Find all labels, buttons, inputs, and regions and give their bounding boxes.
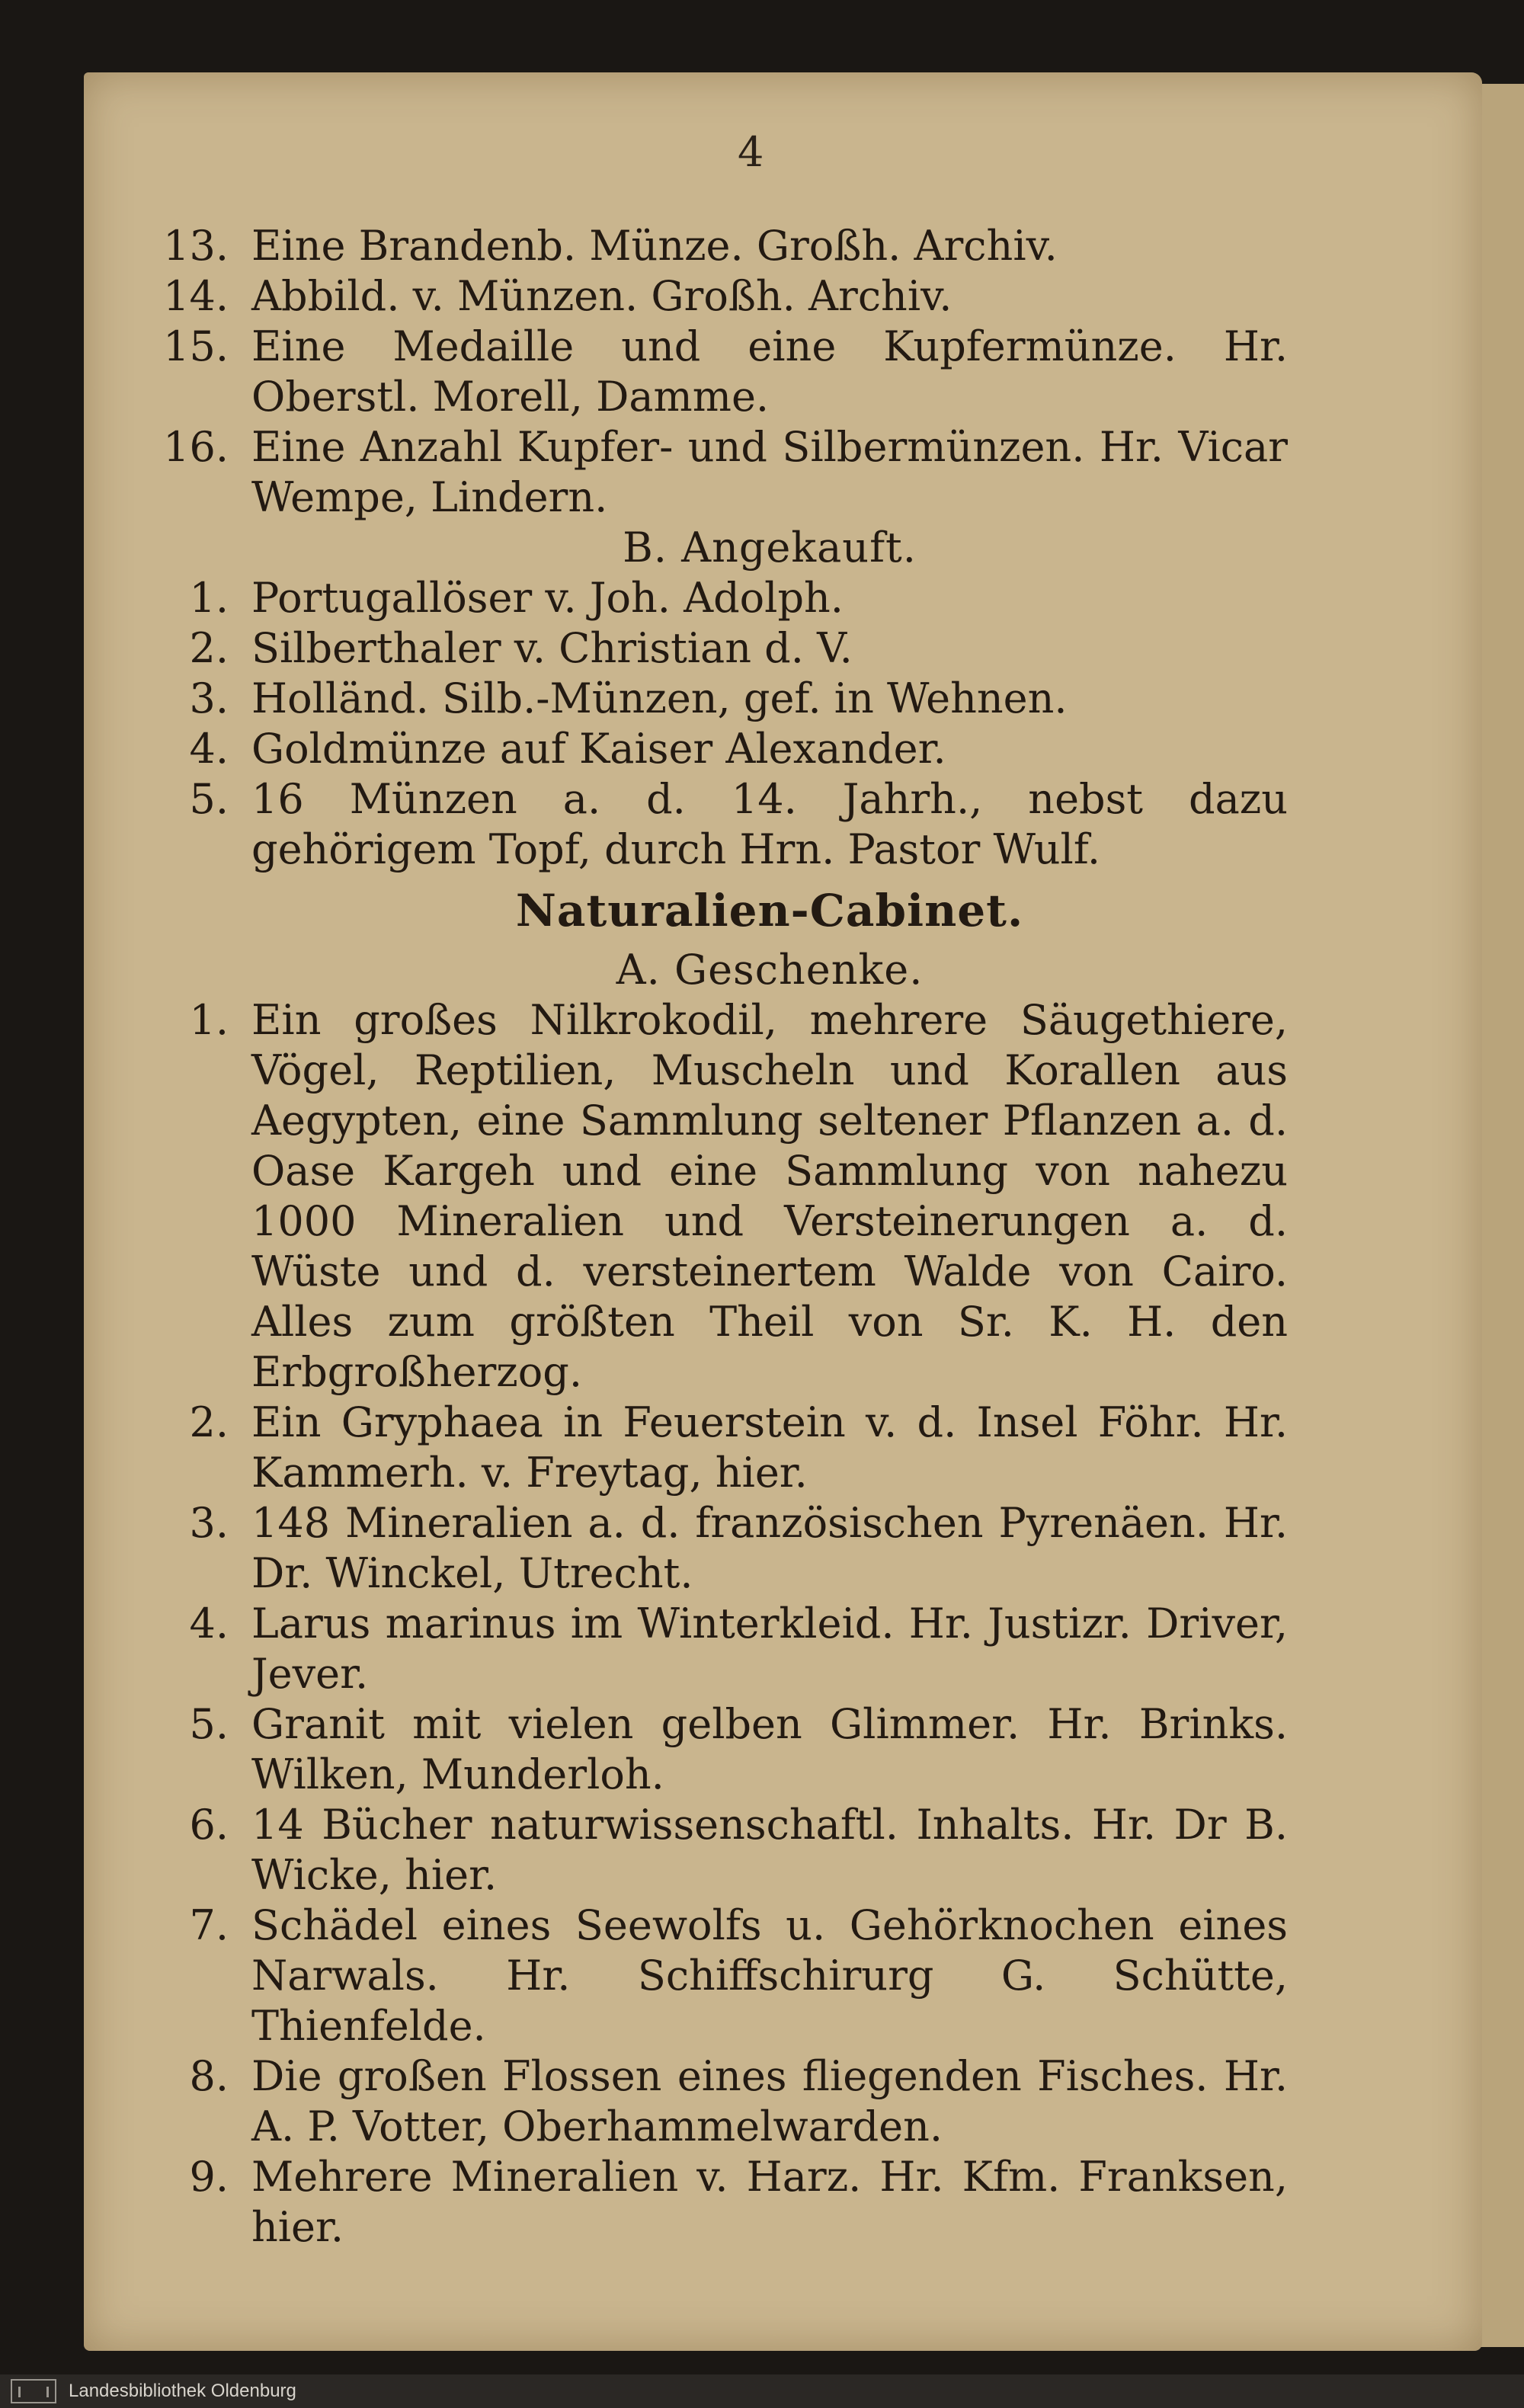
item-number: 16. xyxy=(163,423,229,471)
item-number: 13. xyxy=(163,222,229,270)
item-text: Ein Gryphaea in Feuerstein v. d. Insel Föhr. Hr. Kammerh. v. Freytag, hier. xyxy=(251,1398,1288,1497)
list-item xyxy=(163,422,1288,523)
item-number: 1. xyxy=(189,996,229,1044)
page-content xyxy=(163,221,1288,2253)
item-number: 8. xyxy=(189,2052,229,2100)
item-text: Goldmünze auf Kaiser Alexander. xyxy=(251,725,946,773)
list-item xyxy=(189,2152,1288,2253)
item-number: 7. xyxy=(189,1901,229,1949)
item-text: Holländ. Silb.-Münzen, gef. in Wehnen. xyxy=(251,674,1068,722)
list-item xyxy=(189,623,1288,674)
item-text: 14 Bücher naturwissenschaftl. Inhalts. Hr. Dr B. Wicke, hier. xyxy=(251,1801,1288,1899)
naturalien-title: Naturalien-Cabinet. xyxy=(515,885,1024,937)
item-text: Granit mit vielen gelben Glimmer. Hr. Brinks. Wilken, Munderloh. xyxy=(251,1700,1288,1798)
list-item xyxy=(163,322,1288,422)
item-text: Larus marinus im Winterkleid. Hr. Justizr. Driver, Jever. xyxy=(251,1599,1288,1698)
naturalien-list xyxy=(189,995,1288,2253)
item-number: 4. xyxy=(189,725,229,773)
list-item xyxy=(189,1900,1288,2051)
list-item xyxy=(163,221,1288,271)
list-item xyxy=(189,1599,1288,1699)
list-item xyxy=(189,1699,1288,1800)
item-text: Die großen Flossen eines fliegenden Fisches. Hr. A. P. Votter, Oberhammelwarden. xyxy=(251,2052,1288,2150)
footer-label: Landesbibliothek Oldenburg xyxy=(69,2381,296,2401)
item-text: Portugallöser v. Joh. Adolph. xyxy=(251,574,844,622)
item-number: 4. xyxy=(189,1599,229,1647)
section-b-heading: B. Angekauft. xyxy=(623,524,917,572)
item-number: 2. xyxy=(189,1398,229,1446)
item-text: Schädel eines Seewolfs u. Gehörknochen eines Narwals. Hr. Schiffschirurg G. Schütte, Thienfelde. xyxy=(251,1901,1288,2050)
item-number: 14. xyxy=(163,272,229,320)
item-text: 16 Münzen a. d. 14. Jahrh., nebst dazu gehörigem Topf, durch Hrn. Pastor Wulf. xyxy=(251,775,1288,873)
list-item xyxy=(163,271,1288,322)
list-item xyxy=(189,2051,1288,2152)
list-item xyxy=(189,674,1288,724)
list-item xyxy=(189,573,1288,623)
item-text: Eine Brandenb. Münze. Großh. Archiv. xyxy=(251,222,1058,270)
item-number: 3. xyxy=(189,1499,229,1547)
footer-bar xyxy=(0,2374,1524,2408)
item-number: 3. xyxy=(189,674,229,722)
list-item xyxy=(189,1800,1288,1900)
item-number: 5. xyxy=(189,775,229,823)
list-item xyxy=(189,1398,1288,1498)
item-number: 9. xyxy=(189,2153,229,2201)
item-text: Mehrere Mineralien v. Harz. Hr. Kfm. Franksen, hier. xyxy=(251,2153,1288,2251)
item-number: 2. xyxy=(189,624,229,672)
library-logo-icon xyxy=(11,2379,56,2403)
list-item xyxy=(189,1498,1288,1599)
item-text: Eine Medaille und eine Kupfermünze. Hr. Oberstl. Morell, Damme. xyxy=(251,322,1288,421)
item-number: 6. xyxy=(189,1801,229,1849)
section-b-list xyxy=(189,573,1288,875)
naturalien-subheading: A. Geschenke. xyxy=(616,946,924,994)
item-text: 148 Mineralien a. d. französischen Pyrenäen. Hr. Dr. Winckel, Utrecht. xyxy=(251,1499,1288,1597)
list-item xyxy=(189,774,1288,875)
list-a-continued xyxy=(163,221,1288,523)
item-text: Ein großes Nilkrokodil, mehrere Säugethiere, Vögel, Reptilien, Muscheln und Korallen aus Aegypten, eine Sammlung seltener Pflanzen a. d. Oase Kargeh und eine Sammlung von nahezu 1000 Mineralien und Versteinerungen a. d. Wüste und d. versteinertem Walde von Cairo. Alles zum größten Theil von Sr. K. H. den Erbgroßherzog. xyxy=(251,996,1288,1396)
item-number: 15. xyxy=(163,322,229,370)
list-item xyxy=(189,995,1288,1398)
item-number: 1. xyxy=(189,574,229,622)
list-item xyxy=(189,724,1288,774)
item-text: Eine Anzahl Kupfer- und Silbermünzen. Hr. Vicar Wempe, Lindern. xyxy=(251,423,1288,521)
item-text: Abbild. v. Münzen. Großh. Archiv. xyxy=(251,272,952,320)
page-number: 4 xyxy=(738,128,764,176)
item-number: 5. xyxy=(189,1700,229,1748)
item-text: Silberthaler v. Christian d. V. xyxy=(251,624,853,672)
